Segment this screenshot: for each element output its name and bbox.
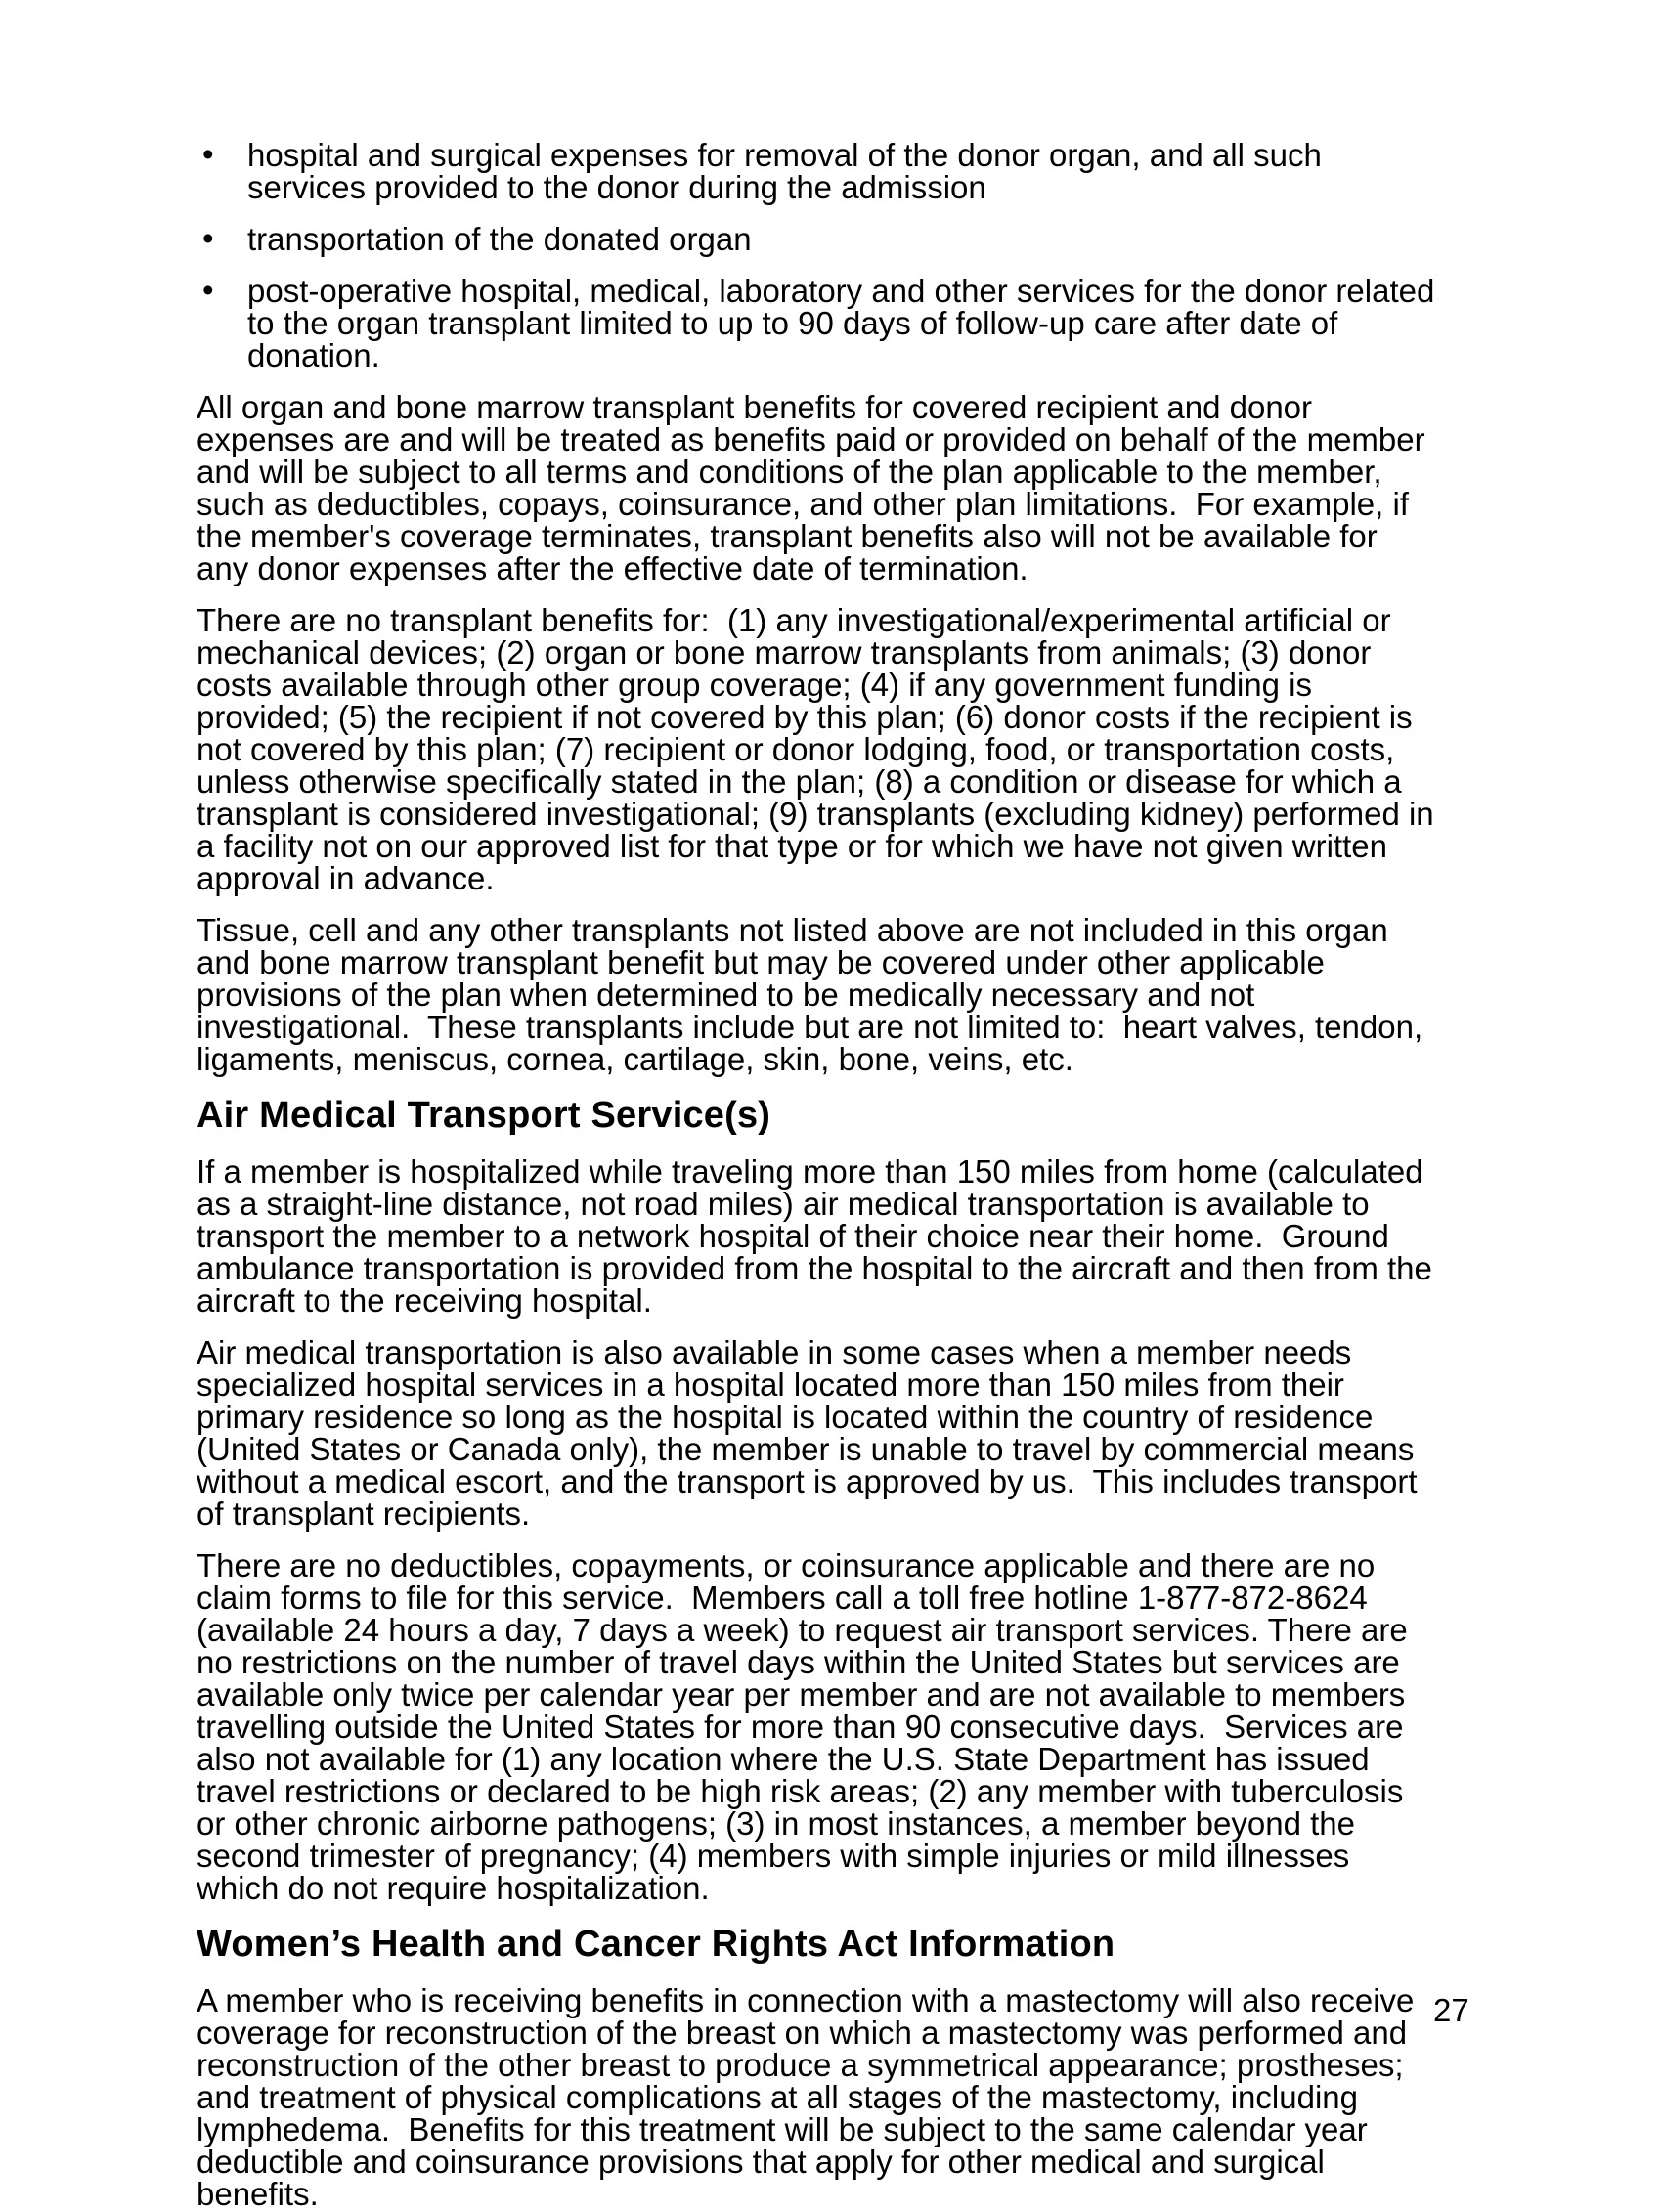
section-heading-air-medical-transport: Air Medical Transport Service(s) — [197, 1095, 771, 1136]
list-item-text: post-operative hospital, medical, laboratory and other services for the donor related to the organ transplant limited to up to 90 days of follow-up care after date of donation. — [247, 273, 1444, 373]
page-number: 27 — [1433, 1992, 1469, 2028]
paragraph-tissue-cell-transplants: Tissue, cell and any other transplants not listed above are not included in this organ and bone marrow transplant benefit but may be covered under other applicable provisions of the plan when determined to be medically necessary and not investigational. These transplants include but are not limited to: heart valves, tendon, ligaments, meniscus, cornea, cartilage, skin, bone, veins, etc. — [197, 912, 1432, 1077]
bullet-icon: • — [202, 220, 214, 256]
list-item-donor-hospital-expenses — [197, 136, 1438, 205]
paragraph-air-transport-specialized-services: Air medical transportation is also available in some cases when a member needs specialized hospital services in a hospital located more than 150 miles from their primary residence so long as the hospital is located within the country of residence (United States or Canada only), the member is unable to travel by commercial means without a medical escort, and the transport is approved by us. This includes transport of transplant recipients. — [197, 1334, 1426, 1532]
paragraph-transplant-exclusions: There are no transplant benefits for: (1) any investigational/experimental artificial or mechanical devices; (2) organ or bone marrow transplants from animals; (3) donor costs available through other group coverage; (4) if any government funding is provided; (5) the recipient if not covered by this plan; (6) donor costs if the recipient is not covered by this plan; (7) recipient or donor lodging, food, or transportation costs, unless otherwise specifically stated in the plan; (8) a condition or disease for which a transplant is considered investigational; (9) transplants (excluding kidney) performed in a facility not on our approved list for that type or for which we have not given written approval in advance. — [197, 602, 1443, 896]
paragraph-air-transport-costs-restrictions: There are no deductibles, copayments, or coinsurance applicable and there are no claim forms to file for this service. Members call a toll free hotline 1-877-872-8624 (available 24 hours a day, 7 days a week) to request air transport services. There are no restrictions on the number of travel days within the United States but services are available only twice per calendar year per member and are not available to members travelling outside the United States for more than 90 consecutive days. Services are also not available for (1) any location where the U.S. State Department has issued travel restrictions or declared to be high risk areas; (2) any member with tuberculosis or other chronic airborne pathogens; (3) in most instances, a member beyond the second trimester of pregnancy; (4) members with simple injuries or mild illnesses which do not require hospitalization. — [197, 1547, 1417, 1906]
bullet-icon: • — [202, 136, 214, 172]
paragraph-mastectomy-coverage: A member who is receiving benefits in connection with a mastectomy will also receive coverage for reconstruction of the breast on which a mastectomy was performed and reconstruction of the other breast to produce a symmetrical appearance; prostheses; and treatment of physical complications at all stages of the mastectomy, including lymphedema. Benefits for this treatment will be subject to the same calendar year deductible and coinsurance provisions that apply for other medical and surgical benefits. — [197, 1982, 1423, 2212]
list-item-organ-transportation — [197, 220, 1438, 257]
list-item-post-operative-services — [197, 272, 1444, 373]
bullet-icon: • — [202, 272, 214, 308]
list-item-text: hospital and surgical expenses for removal of the donor organ, and all such services provided to the donor during the admission — [247, 137, 1332, 205]
paragraph-air-transport-eligibility: If a member is hospitalized while traveling more than 150 miles from home (calculated as a straight-line distance, not road miles) air medical transportation is available to transport the member to a network hospital of their choice near their home. Ground ambulance transportation is provided from the hospital to the aircraft and then from the aircraft to the receiving hospital. — [197, 1153, 1442, 1319]
list-item-text: transportation of the donated organ — [247, 221, 752, 257]
section-heading-womens-health-cancer-rights: Women’s Health and Cancer Rights Act Information — [197, 1924, 1115, 1965]
bullet-list — [197, 136, 1444, 373]
paragraph-transplant-benefit-terms: All organ and bone marrow transplant benefits for covered recipient and donor expenses are and will be treated as benefits paid or provided on behalf of the member and will be subject to all terms and conditions of the plan applicable to the member, such as deductibles, copays, coinsurance, and other plan limitations. For example, if the member's coverage terminates, transplant benefits also will not be available for any donor expenses after the effective date of termination. — [197, 389, 1434, 586]
